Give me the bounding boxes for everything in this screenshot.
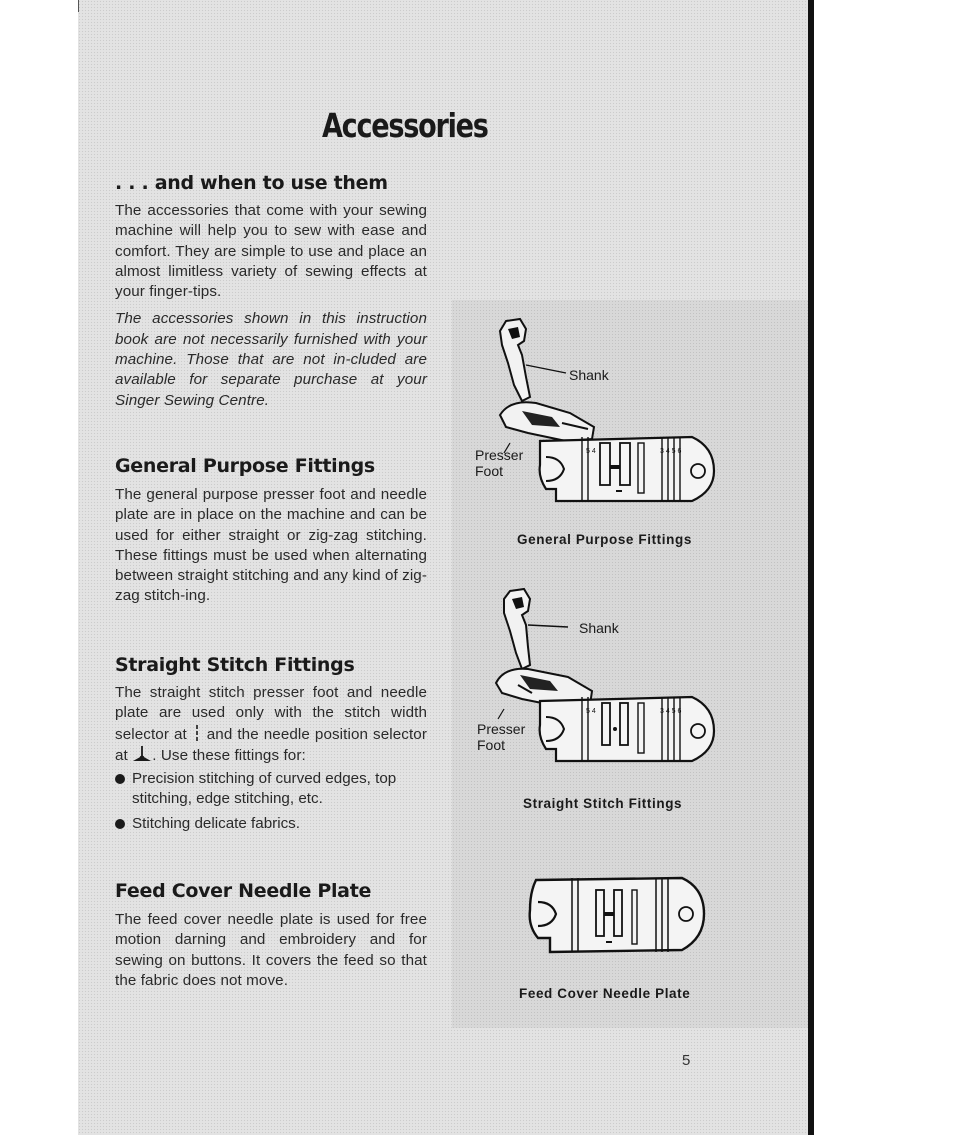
section-heading-feed-cover: Feed Cover Needle Plate xyxy=(115,880,372,902)
feed-cover-body xyxy=(115,910,427,991)
page-number: 5 xyxy=(682,1052,691,1069)
section-general xyxy=(115,455,427,477)
straight-text-3: . Use these fittings for: xyxy=(152,746,306,764)
page-title: Accessories xyxy=(321,106,488,145)
page-binding-edge xyxy=(808,0,814,1135)
plate-scale-left: 5 4 xyxy=(586,708,596,715)
plate-scale-right: 3 4 5 6 xyxy=(660,708,682,715)
straight-bullet-list xyxy=(115,769,427,834)
bullet-dot-icon xyxy=(115,819,125,829)
straight-paragraph xyxy=(115,683,427,766)
needle-position-center-icon xyxy=(132,745,152,763)
general-purpose-fittings-illustration xyxy=(470,315,730,515)
section-straight xyxy=(115,654,427,676)
general-foot-label-2: Foot xyxy=(475,463,504,479)
straight-shank-label: Shank xyxy=(579,620,619,636)
general-paragraph: The general purpose presser foot and needle plate are in place on the machine and can be used for either straight or zig-zag stitching. These fittings must be used when alternating between straight stitching and any kind of zig-zag stitch-ing. xyxy=(115,486,428,605)
general-foot-label-1: Presser xyxy=(475,447,524,463)
plate-scale-left: 5 4 xyxy=(586,448,596,455)
straight-foot-label-2: Foot xyxy=(477,737,506,753)
feed-cover-paragraph: The feed cover needle plate is used for free motion darning and embroidery and for sewing on buttons. It covers the feed so that the fabric does not move. xyxy=(115,911,427,989)
general-caption: General Purpose Fittings xyxy=(517,532,692,547)
intro-note: The accessories shown in this instruction book are not necessarily furnished with your machine. Those that are not in-cluded are available for separate purchase at your Singer Sewing Centre. xyxy=(115,310,427,409)
section-intro xyxy=(115,172,427,194)
feed-cover-caption: Feed Cover Needle Plate xyxy=(519,986,691,1001)
section-feed-cover xyxy=(115,880,427,902)
straight-body xyxy=(115,683,427,834)
list-item: Precision stitching of curved edges, top stitching, edge stitching, etc. xyxy=(115,769,427,810)
bullet-dot-icon xyxy=(115,774,125,784)
general-shank-label: Shank xyxy=(569,367,609,383)
straight-caption: Straight Stitch Fittings xyxy=(523,796,683,811)
feed-cover-needle-plate-illustration xyxy=(520,872,720,962)
section-heading-general: General Purpose Fittings xyxy=(115,455,375,477)
straight-text-1: The straight stitch presser foot and needle plate are used only with the stitch width selector at xyxy=(115,684,427,743)
straight-foot-label-1: Presser xyxy=(477,721,526,737)
section-heading-intro: . . . and when to use them xyxy=(115,172,388,194)
stitch-width-straight-icon xyxy=(192,724,202,742)
intro-paragraph: The accessories that come with your sewing machine will help you to sew with ease and comfort. They are simple to use and place an almost limitless variety of sewing effects at your finger-tips. xyxy=(115,202,427,301)
general-body xyxy=(115,485,427,607)
section-heading-straight: Straight Stitch Fittings xyxy=(115,654,355,676)
straight-stitch-fittings-illustration xyxy=(470,585,730,785)
plate-scale-right: 3 4 5 6 xyxy=(660,448,682,455)
page-edge-mark xyxy=(78,0,79,12)
list-item: Stitching delicate fabrics. xyxy=(115,814,427,834)
intro-body xyxy=(115,201,427,411)
straight-text-2: and the needle position selector at xyxy=(115,725,427,764)
